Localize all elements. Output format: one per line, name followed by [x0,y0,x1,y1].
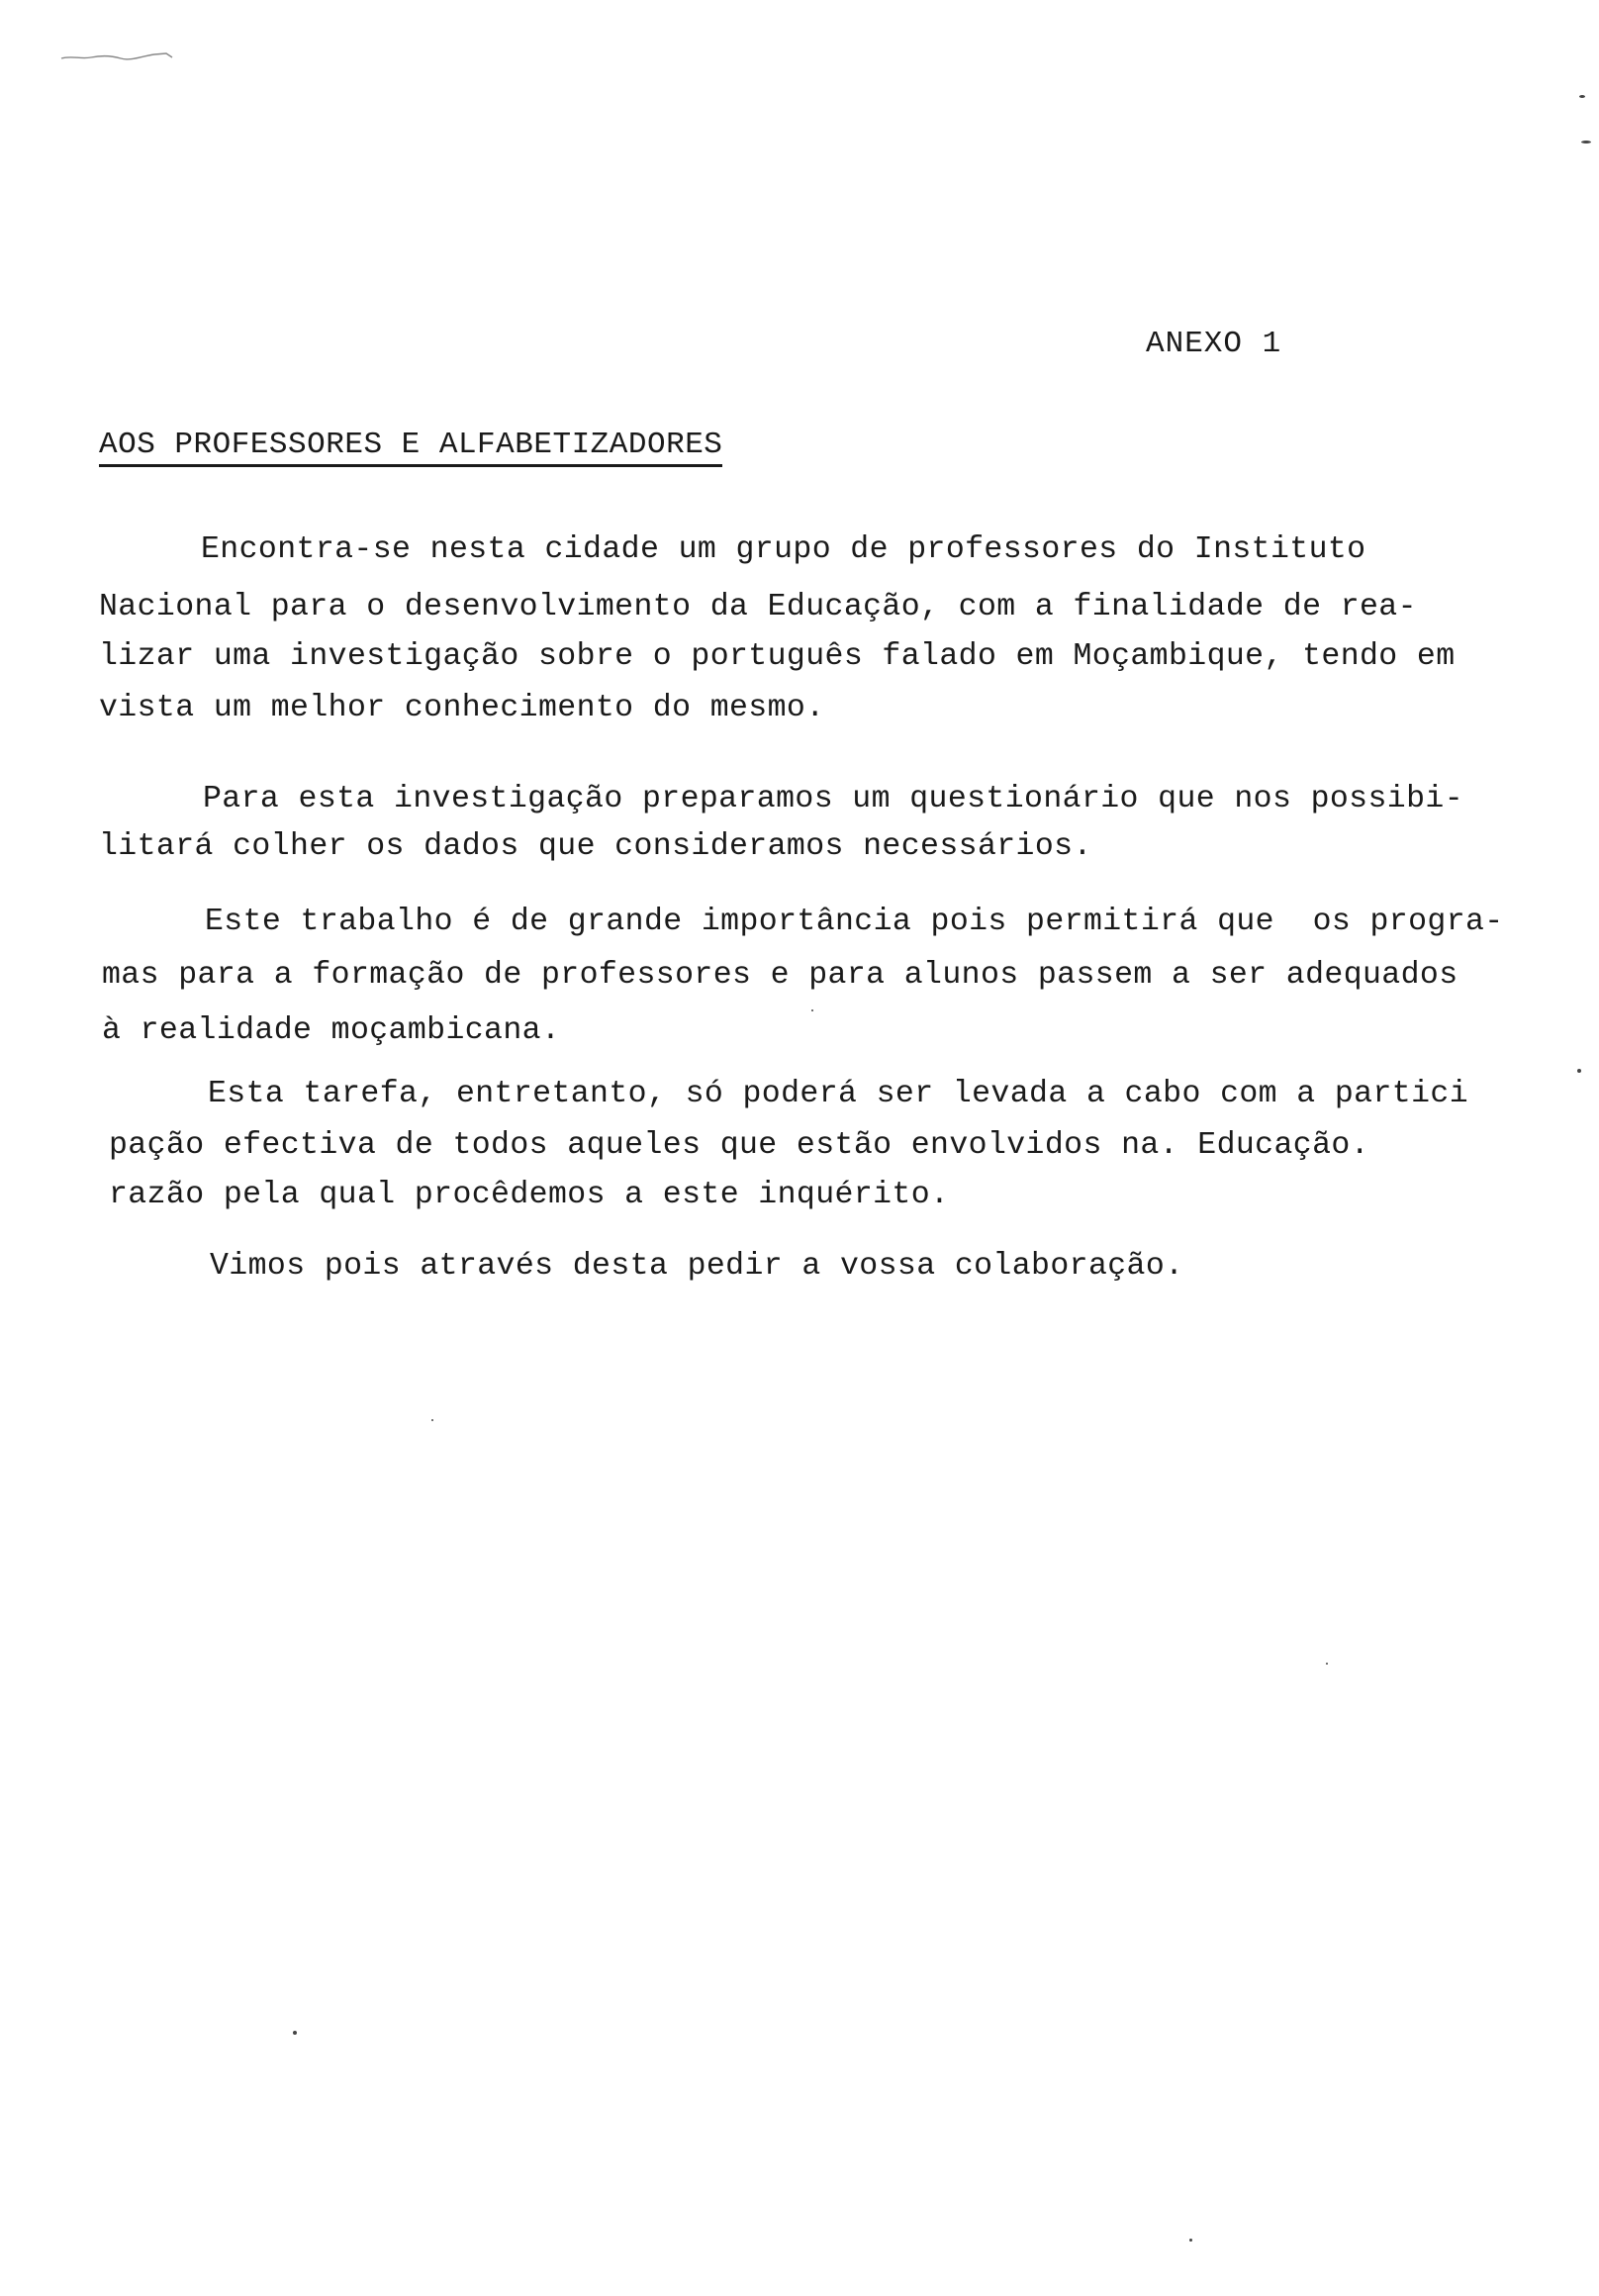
paragraph-1-line-2: Nacional para o desenvolvimento da Educação, com a finalidade de rea- [99,590,1417,624]
scan-speck [1326,1663,1328,1665]
scan-speck [811,1009,813,1011]
annex-label: ANEXO 1 [1146,327,1282,361]
scan-speck [293,2031,297,2035]
paragraph-1-line-1: Encontra-se nesta cidade um grupo de professores do Instituto [201,532,1366,567]
paragraph-4-line-1: Esta tarefa, entretanto, só poderá ser levada a cabo com a partici [208,1077,1469,1111]
scan-speck [431,1419,433,1421]
paragraph-2-line-1: Para esta investigação preparamos um questionário que nos possibi- [203,782,1464,816]
paragraph-5-line-1: Vimos pois através desta pedir a vossa colaboração. [210,1249,1184,1284]
paragraph-3-line-2: mas para a formação de professores e para alunos passem a ser adequados [102,958,1458,993]
scan-speck [1581,141,1591,144]
scan-speck [1189,2239,1192,2242]
scan-speck [1577,1069,1581,1073]
paragraph-2-line-2: litará colher os dados que consideramos necessários. [99,829,1092,864]
paragraph-4-line-2: pação efectiva de todos aqueles que estão envolvidos na. Educação. [109,1128,1370,1163]
paragraph-3-line-3: à realidade moçambicana. [102,1013,561,1048]
paragraph-1-line-4: vista um melhor conhecimento do mesmo. [99,691,825,725]
paragraph-1-line-3: lizar uma investigação sobre o português falado em Moçambique, tendo em [99,639,1456,674]
pen-mark-scribble [59,49,178,63]
scan-speck [1579,95,1585,98]
paragraph-3-line-1: Este trabalho é de grande importância pois permitirá que os progra- [205,905,1504,939]
paragraph-4-line-3: razão pela qual procêdemos a este inquérito. [109,1178,950,1212]
document-heading: AOS PROFESSORES E ALFABETIZADORES [99,428,722,467]
